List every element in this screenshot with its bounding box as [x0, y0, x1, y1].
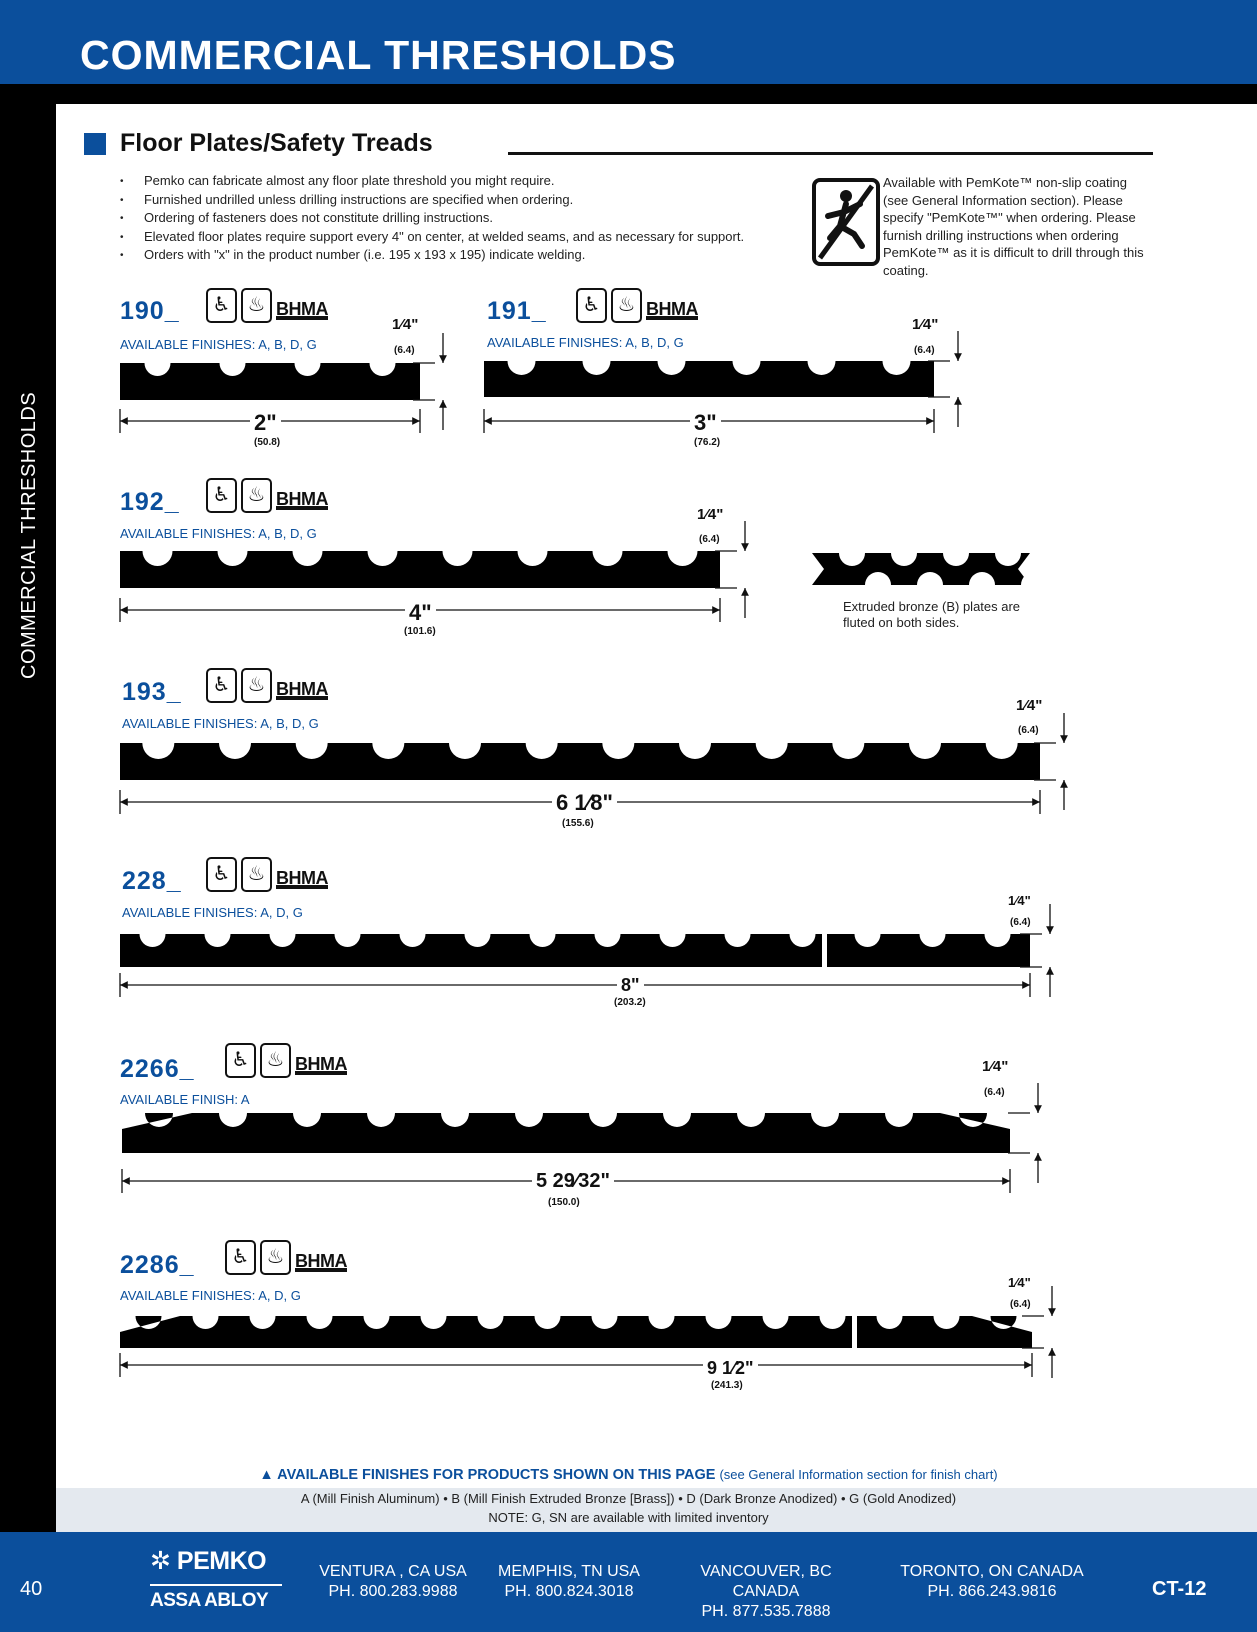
- location-toronto: [892, 1562, 1092, 1602]
- break-gap-2286: [852, 1310, 857, 1354]
- thickness-mm: (6.4): [914, 345, 935, 356]
- section-title: Floor Plates/Safety Treads: [120, 129, 433, 157]
- page-title: COMMERCIAL THRESHOLDS: [80, 32, 677, 78]
- thickness-mm: (6.4): [394, 345, 415, 356]
- sidebar-label: COMMERCIAL THRESHOLDS: [18, 391, 40, 679]
- profile-193: [120, 743, 1040, 780]
- bullet-item: • Ordering of fasteners does not constitute drilling instructions.: [120, 209, 744, 228]
- accessibility-icon: ♿: [206, 857, 237, 892]
- brand-name: PEMKO: [176, 1547, 267, 1575]
- thickness-label: 1⁄4": [1016, 697, 1043, 714]
- parent-brand: ASSA ABLOY: [150, 1590, 269, 1611]
- bhma-certified-logo: BHMA: [295, 1054, 347, 1074]
- profile-2286: [120, 1316, 1032, 1348]
- bullet-item: • Pemko can fabricate almost any floor plate threshold you might require.: [120, 172, 744, 191]
- width-mm-2286: (241.3): [711, 1380, 743, 1391]
- bronze-flute-bottom: [917, 572, 943, 598]
- bronze-note: Extruded bronze (B) plates are fluted on both sides.: [843, 599, 1021, 630]
- finishes-heading: [0, 1467, 1257, 1483]
- fire-rating-icon: ♨: [241, 288, 272, 323]
- accessibility-icon: ♿: [206, 668, 237, 703]
- pemkote-note: Available with PemKote™ non-slip coating (see General Information section). Please specify "PemKote™" when ordering. Please furnish drilling instructions when ordering PemKote™ as it is difficult to drill through this coating.: [883, 175, 1144, 278]
- page-number: 40: [20, 1578, 43, 1600]
- product-number-193: 193_: [122, 678, 182, 706]
- thickness-mm: (6.4): [984, 1087, 1005, 1098]
- pemko-logo-icon: ✲: [150, 1547, 171, 1575]
- logo-divider: [150, 1584, 282, 1586]
- product-number-2266: 2266_: [120, 1055, 195, 1083]
- width-mm-228: (203.2): [614, 997, 646, 1008]
- profile-192: [120, 551, 720, 588]
- finishes-192: AVAILABLE FINISHES: A, B, D, G: [120, 526, 317, 541]
- bullet-item: • Elevated floor plates require support every 4" on center, at welded seams, and as necessary for support.: [120, 228, 744, 247]
- bullet-item: • Furnished undrilled unless drilling instructions are specified when ordering.: [120, 191, 744, 210]
- finishes-heading-main: ▲ AVAILABLE FINISHES FOR PRODUCTS SHOWN ON THIS PAGE: [259, 1467, 716, 1483]
- accessibility-icon: ♿: [225, 1043, 256, 1078]
- location-vancouver: [666, 1562, 866, 1622]
- width-mm-193: (155.6): [562, 818, 594, 829]
- finishes-191: AVAILABLE FINISHES: A, B, D, G: [487, 335, 684, 350]
- finishes-list: A (Mill Finish Aluminum) • B (Mill Finish Extruded Bronze [Brass]) • D (Dark Bronze Anodized) • G (Gold Anodized): [300, 1491, 957, 1506]
- bullet-item: • Orders with "x" in the product number (i.e. 195 x 193 x 195) indicate welding.: [120, 246, 744, 265]
- profile-2266: [122, 1113, 1010, 1153]
- location-phone: PH. 877.535.7888: [701, 1603, 831, 1620]
- thickness-mm: (6.4): [1010, 917, 1031, 928]
- bhma-certified-logo: BHMA: [276, 868, 328, 888]
- thickness-label: 1⁄4": [982, 1058, 1009, 1075]
- profile-228: [120, 934, 1030, 967]
- width-label-2266: 5 29⁄32": [532, 1170, 614, 1193]
- thickness-mm: (6.4): [699, 534, 720, 545]
- width-mm-191: (76.2): [694, 437, 721, 448]
- bhma-certified-logo: BHMA: [276, 299, 328, 319]
- break-gap-228: [822, 928, 827, 972]
- pemko-logo: [150, 1546, 290, 1612]
- finishes-note: NOTE: G, SN are available with limited inventory: [488, 1510, 769, 1525]
- thickness-label: 1⁄4": [1008, 1275, 1031, 1290]
- fire-rating-icon: ♨: [241, 478, 272, 513]
- product-number-228: 228_: [122, 867, 182, 895]
- product-number-2286: 2286_: [120, 1251, 195, 1279]
- bronze-flute-bottom: [969, 572, 995, 598]
- footer: [0, 1532, 1257, 1632]
- width-label-192: 4": [405, 600, 436, 626]
- location-memphis: [494, 1562, 644, 1602]
- accessibility-icon: ♿: [206, 478, 237, 513]
- bronze-flute-bottom: [1021, 572, 1047, 598]
- location-phone: PH. 866.243.9816: [927, 1583, 1057, 1600]
- finishes-heading-note: (see General Information section for finish chart): [719, 1467, 998, 1482]
- finishes-2286: AVAILABLE FINISHES: A, D, G: [120, 1288, 301, 1303]
- profile-191: [484, 361, 934, 397]
- bhma-certified-logo: BHMA: [276, 489, 328, 509]
- catalog-code: CT-12: [1152, 1578, 1207, 1600]
- thickness-label: 1⁄4": [1008, 893, 1031, 908]
- location-city: VENTURA , CA USA: [319, 1563, 467, 1580]
- thickness-label: 1⁄4": [392, 316, 419, 333]
- location-city: VANCOUVER, BC CANADA: [700, 1563, 832, 1600]
- accessibility-icon: ♿: [206, 288, 237, 323]
- accessibility-icon: ♿: [576, 288, 607, 323]
- bronze-flute-top: [995, 540, 1021, 566]
- bronze-flute-bottom: [865, 572, 891, 598]
- width-label-228: 8": [617, 975, 644, 996]
- product-number-192: 192_: [120, 488, 180, 516]
- finishes-228: AVAILABLE FINISHES: A, D, G: [122, 905, 303, 920]
- thickness-mm: (6.4): [1010, 1299, 1031, 1310]
- product-number-191: 191_: [487, 297, 547, 325]
- bhma-certified-logo: BHMA: [646, 299, 698, 319]
- fire-rating-icon: ♨: [611, 288, 642, 323]
- width-label-2286: 9 1⁄2": [703, 1358, 758, 1379]
- width-mm-192: (101.6): [404, 626, 436, 637]
- thickness-mm: (6.4): [1018, 725, 1039, 736]
- finishes-2266: AVAILABLE FINISH: A: [120, 1092, 250, 1107]
- location-ventura: [318, 1562, 468, 1602]
- finishes-193: AVAILABLE FINISHES: A, B, D, G: [122, 716, 319, 731]
- bronze-flute-top: [943, 540, 969, 566]
- accessibility-icon: ♿: [225, 1240, 256, 1275]
- fire-rating-icon: ♨: [241, 857, 272, 892]
- width-label-193: 6 1⁄8": [552, 790, 617, 816]
- bhma-certified-logo: BHMA: [295, 1251, 347, 1271]
- fire-rating-icon: ♨: [260, 1240, 291, 1275]
- fire-rating-icon: ♨: [260, 1043, 291, 1078]
- fire-rating-icon: ♨: [241, 668, 272, 703]
- location-city: MEMPHIS, TN USA: [498, 1563, 640, 1580]
- width-label-190: 2": [250, 410, 281, 436]
- location-city: TORONTO, ON CANADA: [900, 1563, 1084, 1580]
- width-mm-190: (50.8): [254, 437, 281, 448]
- thickness-label: 1⁄4": [912, 316, 939, 333]
- bronze-flute-top: [891, 540, 917, 566]
- width-mm-2266: (150.0): [548, 1197, 580, 1208]
- location-phone: PH. 800.824.3018: [504, 1583, 634, 1600]
- profile-190: [120, 363, 420, 400]
- bronze-flute-top: [839, 540, 865, 566]
- bhma-certified-logo: BHMA: [276, 679, 328, 699]
- location-phone: PH. 800.283.9988: [328, 1583, 458, 1600]
- product-number-190: 190_: [120, 297, 180, 325]
- width-label-191: 3": [690, 410, 721, 436]
- finishes-190: AVAILABLE FINISHES: A, B, D, G: [120, 337, 317, 352]
- thickness-label: 1⁄4": [697, 506, 724, 523]
